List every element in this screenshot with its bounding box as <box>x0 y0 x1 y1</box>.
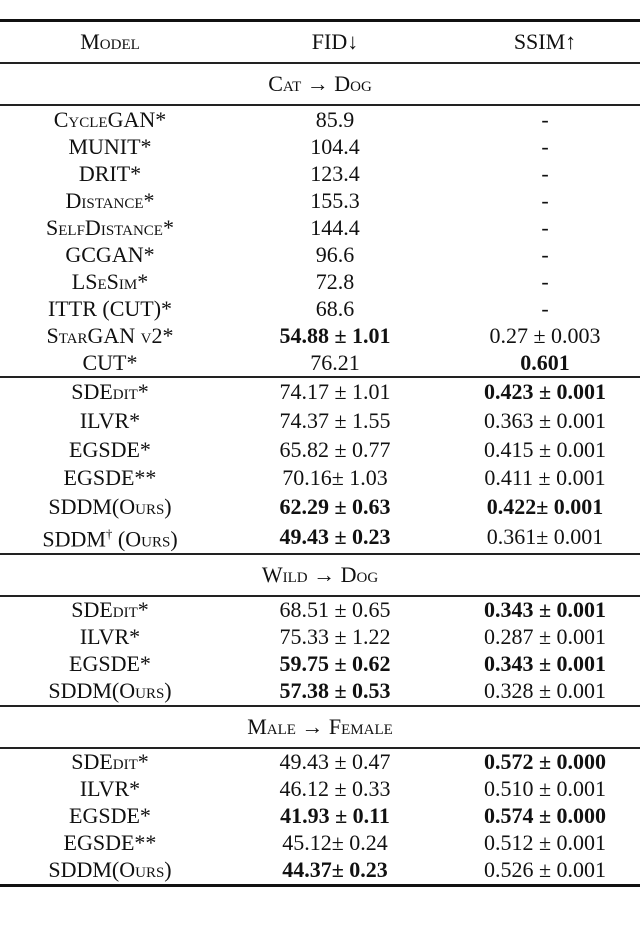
ssim-cell: 0.363 ± 0.001 <box>483 408 607 434</box>
model-cell <box>0 830 220 857</box>
ssim-cell: 0.601 <box>520 349 570 375</box>
table-row <box>0 133 640 160</box>
model-name: LSeSim* <box>71 268 149 294</box>
model-name: MUNIT* <box>68 133 152 159</box>
table-row <box>0 803 640 830</box>
ssim-cell: - <box>541 133 549 159</box>
fid-cell: 65.82 ± 0.77 <box>279 436 391 462</box>
fid-cell: 68.51 ± 0.65 <box>220 596 450 624</box>
model-name: EGSDE* <box>69 651 151 677</box>
section-title: Cat → Dog <box>0 63 640 105</box>
model-name: EGSDE* <box>69 436 151 462</box>
fid-cell: 144.4 <box>310 214 360 240</box>
ssim-cell: 0.343 ± 0.001 <box>450 596 640 624</box>
model-cell <box>0 187 220 214</box>
table-row <box>0 241 640 268</box>
model-name: StarGAN v2* <box>46 322 174 348</box>
ssim-cell: 0.574 ± 0.000 <box>483 803 607 829</box>
section-header <box>0 554 640 596</box>
fid-cell: 155.3 <box>310 187 360 213</box>
results-table <box>0 19 640 887</box>
ssim-cell: 0.423 ± 0.001 <box>450 377 640 407</box>
fid-cell: 68.6 <box>315 295 355 321</box>
section-header <box>0 706 640 748</box>
header-fid: FID↓ <box>220 21 450 64</box>
model-cell <box>0 464 220 493</box>
model-cell <box>0 268 220 295</box>
model-cell <box>0 105 220 133</box>
table-row <box>0 295 640 322</box>
ssim-cell: 0.27 ± 0.003 <box>489 322 601 348</box>
ssim-cell: - <box>541 268 549 294</box>
model-name: SDEdit* <box>71 749 149 775</box>
model-cell <box>0 596 220 624</box>
model-name: SelfDistance* <box>46 214 174 240</box>
fid-cell: 72.8 <box>315 268 355 294</box>
fid-cell: 57.38 ± 0.53 <box>279 678 391 704</box>
table-row <box>0 268 640 295</box>
model-cell <box>0 407 220 436</box>
header-row <box>0 21 640 64</box>
fid-cell: 54.88 ± 1.01 <box>279 322 391 348</box>
ssim-cell: - <box>450 105 640 133</box>
table-row <box>0 322 640 349</box>
fid-cell: 76.21 <box>310 349 360 375</box>
model-cell <box>0 160 220 187</box>
table-row <box>0 493 640 522</box>
ssim-cell: - <box>541 295 549 321</box>
model-name: SDDM(Ours) <box>48 857 172 883</box>
ssim-cell: 0.287 ± 0.001 <box>483 624 607 650</box>
dagger-mark: † <box>105 526 113 542</box>
ssim-cell: 0.422± 0.001 <box>486 494 604 520</box>
model-name: DRIT* <box>78 160 142 186</box>
fid-cell: 62.29 ± 0.63 <box>279 494 391 520</box>
fid-cell: 59.75 ± 0.62 <box>279 651 391 677</box>
model-name: GCGAN* <box>65 241 155 267</box>
table-row <box>0 748 640 776</box>
fid-cell: 74.37 ± 1.55 <box>279 408 391 434</box>
table-row <box>0 377 640 407</box>
model-cell <box>0 214 220 241</box>
model-name: ILVR* <box>79 624 141 650</box>
table-row <box>0 624 640 651</box>
fid-cell: 123.4 <box>310 160 360 186</box>
model-cell <box>0 521 220 553</box>
model-name: SDDM(Ours) <box>48 678 172 704</box>
fid-cell: 75.33 ± 1.22 <box>279 624 391 650</box>
model-name: SDDM <box>42 526 106 552</box>
table-row <box>0 464 640 493</box>
ssim-cell: - <box>541 160 549 186</box>
table-row <box>0 678 640 706</box>
table-row <box>0 830 640 857</box>
model-name: SDEdit* <box>71 379 149 405</box>
ssim-cell: - <box>541 241 549 267</box>
model-cell <box>0 377 220 407</box>
header-model: Model <box>0 21 220 64</box>
model-name: ILVR* <box>79 776 141 802</box>
model-cell <box>0 748 220 776</box>
table-row <box>0 857 640 886</box>
model-suffix: (Ours) <box>112 526 178 552</box>
model-cell <box>0 295 220 322</box>
fid-cell: 70.16± 1.03 <box>282 465 388 491</box>
table-row <box>0 596 640 624</box>
model-name: CycleGAN* <box>53 106 167 132</box>
table-row <box>0 776 640 803</box>
model-cell <box>0 349 220 377</box>
table-row <box>0 407 640 436</box>
table-row <box>0 651 640 678</box>
model-name: CUT* <box>82 349 138 375</box>
section-title: Male → Female <box>0 706 640 748</box>
model-name: SDDM(Ours) <box>48 494 172 520</box>
ssim-cell: 0.572 ± 0.000 <box>450 748 640 776</box>
fid-cell: 41.93 ± 0.11 <box>280 803 390 829</box>
model-cell <box>0 651 220 678</box>
model-name: EGSDE* <box>69 803 151 829</box>
model-cell <box>0 435 220 464</box>
table-row <box>0 349 640 377</box>
ssim-cell: 0.328 ± 0.001 <box>483 678 607 704</box>
header-ssim: SSIM↑ <box>450 21 640 64</box>
table-row <box>0 435 640 464</box>
table-row <box>0 521 640 553</box>
table-row <box>0 105 640 133</box>
model-cell <box>0 322 220 349</box>
ssim-cell: 0.343 ± 0.001 <box>483 651 607 677</box>
fid-cell: 49.43 ± 0.47 <box>220 748 450 776</box>
table-row <box>0 187 640 214</box>
ssim-cell: 0.411 ± 0.001 <box>484 465 606 491</box>
model-cell <box>0 493 220 522</box>
section-header <box>0 63 640 105</box>
fid-cell: 104.4 <box>310 133 360 159</box>
ssim-cell: 0.526 ± 0.001 <box>450 857 640 886</box>
model-name: Distance* <box>65 187 155 213</box>
model-cell <box>0 857 220 886</box>
table-row <box>0 214 640 241</box>
model-name: SDEdit* <box>71 597 149 623</box>
fid-cell: 49.43 ± 0.23 <box>279 524 391 550</box>
ssim-cell: - <box>541 187 549 213</box>
table-row <box>0 160 640 187</box>
model-name: ILVR* <box>79 408 141 434</box>
ssim-cell: 0.510 ± 0.001 <box>483 776 607 802</box>
ssim-cell: 0.415 ± 0.001 <box>483 436 607 462</box>
ssim-cell: 0.361± 0.001 <box>486 524 604 550</box>
model-cell <box>0 678 220 706</box>
model-name: EGSDE** <box>63 465 157 491</box>
model-cell <box>0 624 220 651</box>
fid-cell: 85.9 <box>220 105 450 133</box>
fid-cell: 45.12± 0.24 <box>282 830 388 856</box>
model-cell <box>0 133 220 160</box>
model-name: ITTR (CUT)* <box>47 295 173 321</box>
fid-cell: 44.37± 0.23 <box>220 857 450 886</box>
model-name: EGSDE** <box>63 830 157 856</box>
fid-cell: 96.6 <box>315 241 355 267</box>
model-cell <box>0 803 220 830</box>
ssim-cell: 0.512 ± 0.001 <box>483 830 607 856</box>
section-title: Wild → Dog <box>0 554 640 596</box>
fid-cell: 46.12 ± 0.33 <box>279 776 391 802</box>
model-cell <box>0 241 220 268</box>
ssim-cell: - <box>541 214 549 240</box>
fid-cell: 74.17 ± 1.01 <box>220 377 450 407</box>
model-cell <box>0 776 220 803</box>
